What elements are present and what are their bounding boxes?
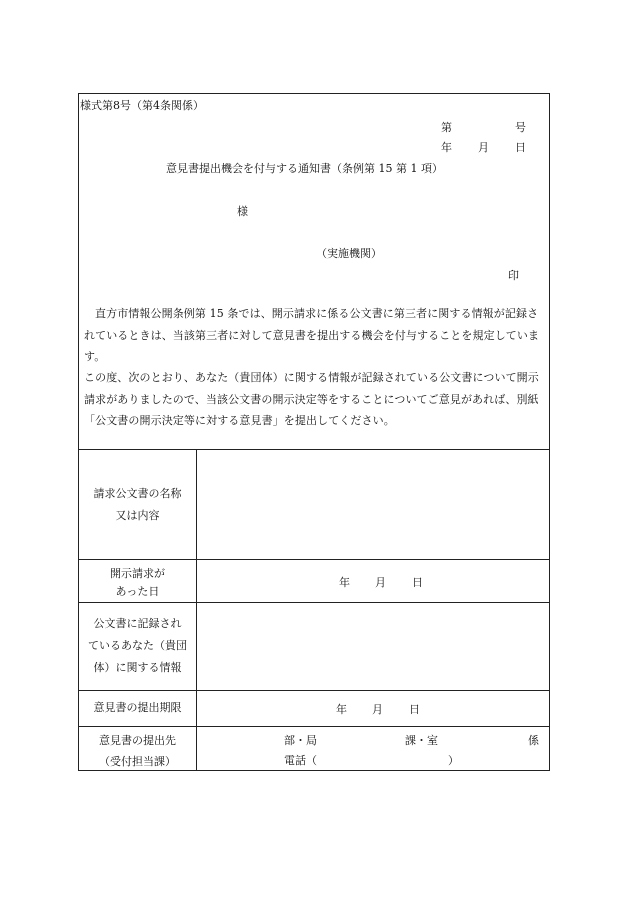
department-label: 部・局 (284, 734, 317, 747)
request-date-label-line1: 開示請求が (110, 567, 165, 580)
phone-close-paren: ） (448, 754, 459, 767)
deadline-month: 月 (372, 703, 383, 716)
recorded-info-label-line2: ているあなた（貴団 (88, 639, 187, 652)
implementing-agency-label: （実施機関） (316, 247, 382, 260)
recorded-info-field[interactable] (197, 603, 549, 690)
phone-label: 電話（ (284, 754, 317, 767)
date-year: 年 (441, 141, 452, 154)
submission-deadline-label: 意見書の提出期限 (93, 701, 182, 714)
form-number: 様式第8号（第4条関係） (80, 99, 204, 112)
request-date-month: 月 (375, 576, 386, 589)
deadline-year: 年 (336, 703, 347, 716)
addressee-suffix: 様 (237, 205, 248, 218)
request-date-day: 日 (412, 576, 423, 589)
deadline-day: 日 (409, 703, 420, 716)
submission-destination-field[interactable] (197, 727, 549, 771)
requested-document-label-line1: 請求公文書の名称 (93, 487, 182, 500)
section-label: 課・室 (405, 734, 438, 747)
request-date-year: 年 (339, 576, 350, 589)
body-paragraph-1: 直方市情報公開条例第 15 条では、開示請求に係る公文書に第三者に関する情報が記録されているときは、当該第三者に対して意見書を提出する機会を付与することを規定しています。 (84, 307, 540, 363)
submission-destination-label-line2: （受付担当課） (99, 755, 176, 768)
seal-mark: 印 (508, 269, 519, 282)
document-title: 意見書提出機会を付与する通知書（条例第 15 第 1 項） (166, 162, 443, 175)
recorded-info-label-line3: 体）に関する情報 (93, 661, 182, 674)
unit-label: 係 (528, 734, 539, 747)
requested-document-label-line2: 又は内容 (115, 509, 160, 522)
request-date-label-line2: あった日 (115, 585, 160, 598)
submission-destination-label-line1: 意見書の提出先 (99, 734, 176, 747)
date-month: 月 (478, 141, 489, 154)
number-suffix: 号 (515, 121, 526, 134)
request-date-field[interactable] (197, 560, 549, 602)
body-paragraph-2: この度、次のとおり、あなた（貴団体）に関する情報が記録されている公文書について開示請求がありましたので、当該公文書の開示決定等をすることについてご意見があれば、別紙「公文書の開示決定等に対する意見書」を提出してください。 (84, 371, 539, 427)
requested-document-field[interactable] (197, 450, 549, 559)
date-day: 日 (515, 141, 526, 154)
number-prefix: 第 (441, 121, 452, 134)
recorded-info-label-line1: 公文書に記録され (93, 617, 182, 630)
